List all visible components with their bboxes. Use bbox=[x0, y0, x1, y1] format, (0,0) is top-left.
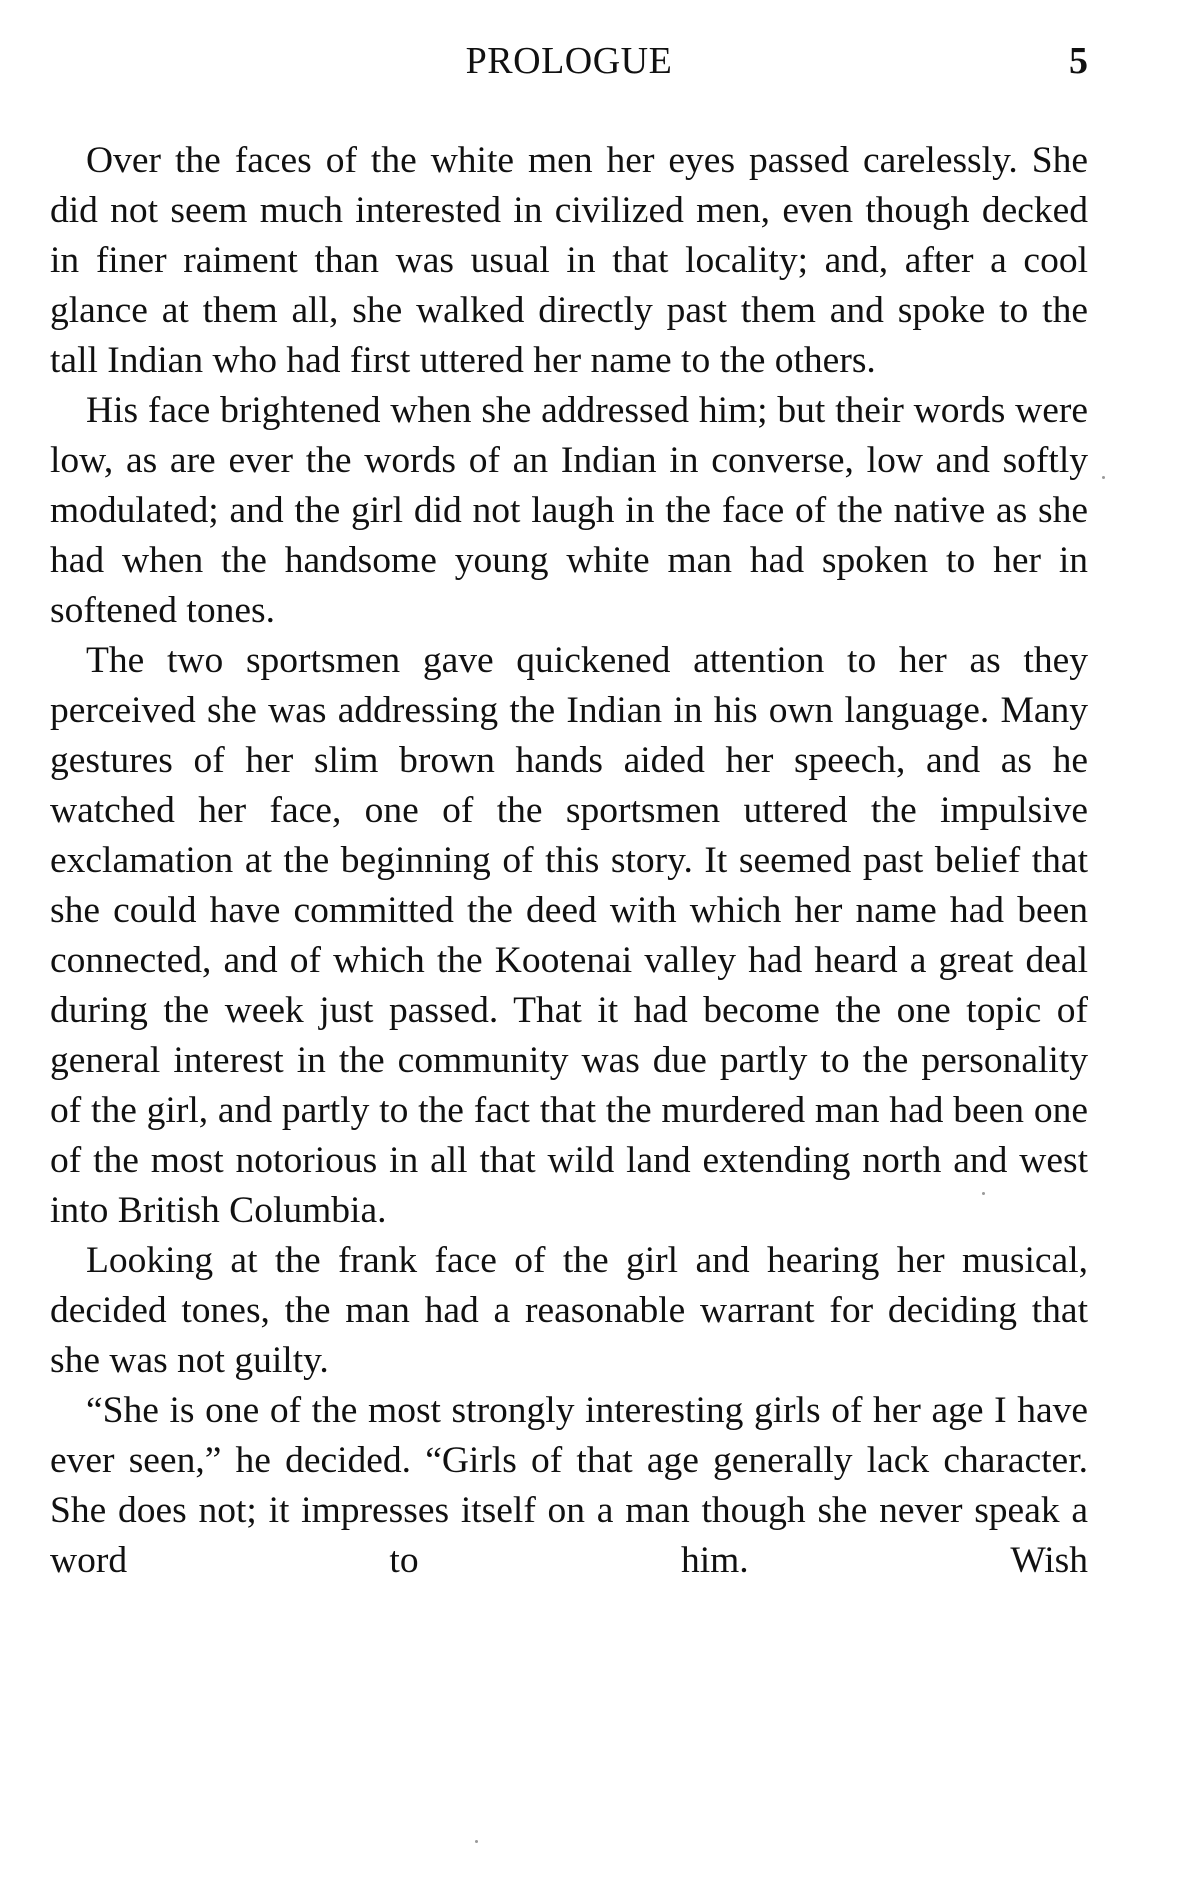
running-header bbox=[50, 36, 1088, 86]
running-title: PROLOGUE bbox=[465, 40, 673, 82]
ink-speck bbox=[1102, 476, 1105, 479]
paragraph: Over the faces of the white men her eyes passed carelessly. She did not seem much interested in civilized men, even though decked in finer raiment than was usual in that locality; and, after a cool glance at them all, she walked directly past them and spoke to the tall Indian who had first uttered her name to the others. bbox=[50, 140, 1088, 381]
paragraph: Looking at the frank face of the girl and hearing her musical, decided tones, the man had a reasonable warrant for deciding that she was not guilty. bbox=[50, 1240, 1088, 1381]
ink-speck bbox=[982, 1192, 985, 1195]
ink-speck bbox=[475, 1840, 478, 1843]
paragraph: The two sportsmen gave quickened attention to her as they perceived she was addressing the Indian in his own language. Many gestures of her slim brown hands aided her speech, and as he watched her face, one of the sportsmen uttered the impulsive exclamation at the beginning of this story. It seemed past belief that she could have committed the deed with which her name had been connected, and of which the Kootenai valley had heard a great deal during the week just passed. That it had become the one topic of general interest in the community was due partly to the personality of the girl, and partly to the fact that the murdered man had been one of the most notorious in all that wild land extending north and west into British Columbia. bbox=[50, 640, 1088, 1231]
page-number: 5 bbox=[1069, 40, 1088, 82]
paragraph: His face brightened when she addressed him; but their words were low, as are ever the words of an Indian in converse, low and softly modulated; and the girl did not laugh in the face of the native as she had when the handsome young white man had spoken to her in softened tones. bbox=[50, 390, 1088, 631]
body-text bbox=[50, 136, 1088, 1586]
paragraph: “She is one of the most strongly interesting girls of her age I have ever seen,” he decided. “Girls of that age generally lack character. She does not; it impresses itself on a man though she never speak a word to him. Wish bbox=[50, 1390, 1088, 1581]
